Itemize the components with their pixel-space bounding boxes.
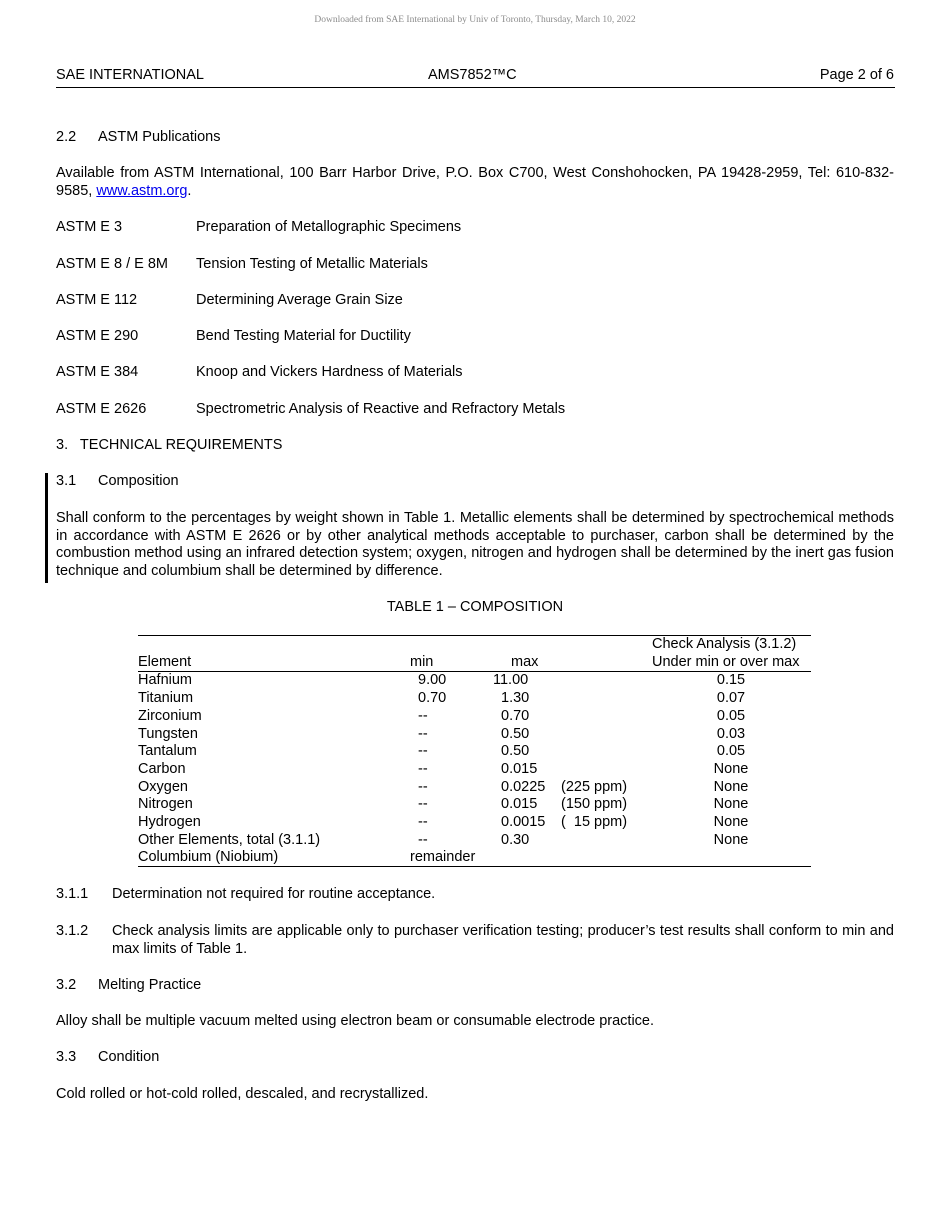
- table-caption: TABLE 1 – COMPOSITION: [386, 599, 564, 615]
- reference-title: Bend Testing Material for Ductility: [196, 328, 411, 344]
- astm-address-text: Available from ASTM International, 100 Barr Harbor Drive, P.O. Box C700, West Conshohocken, PA 19428-2959, Tel: 610-832-9585,: [56, 165, 894, 199]
- header-page-number: Page 2 of 6: [819, 67, 894, 83]
- reference-title: Determining Average Grain Size: [196, 292, 403, 308]
- table-cell-max: 0.50: [501, 743, 530, 759]
- note-3-1-1-text: Determination not required for routine acceptance.: [112, 886, 436, 902]
- reference-code: ASTM E 3: [56, 219, 123, 235]
- download-watermark: Downloaded from SAE International by Univ of Toronto, Thursday, March 10, 2022: [314, 15, 636, 25]
- section-number: 3.2: [56, 977, 77, 993]
- condition-paragraph: Cold rolled or hot-cold rolled, descaled, and recrystallized.: [56, 1086, 429, 1102]
- table-cell-element: Hydrogen: [138, 814, 201, 830]
- table-cell-min: 9.00: [418, 672, 447, 688]
- check-analysis-header-line2: Under min or over max: [652, 654, 800, 670]
- table-bottom-rule: [138, 866, 811, 867]
- note-3-1-2-text: Check analysis limits are applicable only to purchaser verification testing; producer’s test results shall conform to min and max limits of Table 1.: [112, 923, 894, 957]
- header-doc-id: AMS7852™C: [428, 67, 517, 83]
- section-number: 3.1: [56, 473, 77, 489]
- astm-website-link[interactable]: www.astm.org: [96, 182, 188, 199]
- section-title: Melting Practice: [98, 977, 202, 993]
- section-title: Composition: [98, 473, 179, 489]
- header-org: SAE INTERNATIONAL: [56, 67, 204, 83]
- table-cell-check: None: [713, 779, 749, 795]
- table-cell-min: 0.70: [418, 690, 447, 706]
- section-3-heading: 3. TECHNICAL REQUIREMENTS: [56, 437, 283, 453]
- section-2-2-heading: [56, 129, 221, 145]
- table-cell-element: Other Elements, total (3.1.1): [138, 832, 321, 848]
- composition-paragraph: Shall conform to the percentages by weight shown in Table 1. Metallic elements shall be determined by spectrochemical methods in accordance with ASTM E 2626 or by other analytical methods acceptable to purchaser, carbon shall be determined by the combustion method using an infrared detection system; oxygen, nitrogen and hydrogen shall be determined by the inert gas fusion technique and columbium shall be determined by difference.: [56, 510, 894, 579]
- section-3-1-heading: [56, 473, 179, 489]
- reference-code: ASTM E 112: [56, 292, 138, 308]
- table-cell-min: --: [418, 779, 428, 795]
- table-cell-max: 0.015: [501, 796, 538, 812]
- table-cell-element: Titanium: [138, 690, 194, 706]
- table-cell-check: 0.05: [716, 708, 746, 724]
- min-column-header: min: [410, 654, 434, 670]
- note-3-1-2-number: 3.1.2: [56, 923, 89, 939]
- astm-availability-paragraph: [56, 165, 894, 200]
- table-cell-max: 0.50: [501, 726, 530, 742]
- element-column-header: Element: [138, 654, 192, 670]
- table-cell-max: 0.015: [501, 761, 538, 777]
- check-analysis-header-line1: Check Analysis (3.1.2): [652, 636, 797, 652]
- table-cell-element: Tungsten: [138, 726, 198, 742]
- reference-title: Tension Testing of Metallic Materials: [196, 256, 428, 272]
- table-cell-min: --: [418, 832, 428, 848]
- table-cell-max: 11.00: [493, 672, 529, 688]
- revision-change-bar: [45, 473, 48, 583]
- table-cell-min: --: [418, 726, 428, 742]
- reference-code: ASTM E 290: [56, 328, 139, 344]
- section-title: Condition: [98, 1049, 160, 1065]
- table-cell-min: --: [418, 814, 428, 830]
- table-cell-ppm: (225 ppm): [561, 779, 628, 795]
- max-column-header: max: [511, 654, 539, 670]
- table-cell-element: Oxygen: [138, 779, 188, 795]
- section-3-3-heading: [56, 1049, 159, 1065]
- table-cell-check: 0.07: [716, 690, 746, 706]
- table-cell-element: Hafnium: [138, 672, 192, 688]
- table-cell-element: Nitrogen: [138, 796, 193, 812]
- table-cell-element: Tantalum: [138, 743, 197, 759]
- table-cell-max: 0.70: [501, 708, 530, 724]
- reference-title: Preparation of Metallographic Specimens: [196, 219, 462, 235]
- table-cell-min: remainder: [410, 849, 476, 865]
- table-cell-max: 0.0015: [501, 814, 546, 830]
- section-number: 3.3: [56, 1049, 77, 1065]
- table-cell-ppm: (150 ppm): [561, 796, 628, 812]
- table-cell-ppm: ( 15 ppm): [561, 814, 628, 830]
- section-number: 2.2: [56, 129, 77, 145]
- reference-code: ASTM E 8 / E 8M: [56, 256, 168, 272]
- section-3-2-heading: [56, 977, 201, 993]
- table-cell-element: Columbium (Niobium): [138, 849, 279, 865]
- table-cell-element: Zirconium: [138, 708, 202, 724]
- reference-title: Knoop and Vickers Hardness of Materials: [196, 364, 463, 380]
- table-cell-max: 1.30: [501, 690, 530, 706]
- reference-title: Spectrometric Analysis of Reactive and Refractory Metals: [196, 401, 566, 417]
- table-cell-min: --: [418, 796, 428, 812]
- table-cell-check: 0.05: [716, 743, 746, 759]
- reference-code: ASTM E 384: [56, 364, 139, 380]
- section-title: ASTM Publications: [98, 129, 221, 145]
- table-cell-check: None: [713, 832, 749, 848]
- astm-address-end: .: [187, 182, 192, 199]
- table-cell-element: Carbon: [138, 761, 186, 777]
- table-cell-check: 0.15: [716, 672, 746, 688]
- table-cell-check: 0.03: [716, 726, 746, 742]
- table-cell-check: None: [713, 814, 749, 830]
- table-cell-max: 0.0225: [501, 779, 546, 795]
- note-3-1-1-number: 3.1.1: [56, 886, 89, 902]
- table-cell-min: --: [418, 761, 428, 777]
- table-cell-check: None: [713, 796, 749, 812]
- table-cell-min: --: [418, 743, 428, 759]
- table-cell-check: None: [713, 761, 749, 777]
- table-cell-min: --: [418, 708, 428, 724]
- reference-code: ASTM E 2626: [56, 401, 147, 417]
- table-cell-max: 0.30: [501, 832, 530, 848]
- melting-practice-paragraph: Alloy shall be multiple vacuum melted using electron beam or consumable electrode practice.: [56, 1013, 655, 1029]
- header-rule: [56, 87, 895, 88]
